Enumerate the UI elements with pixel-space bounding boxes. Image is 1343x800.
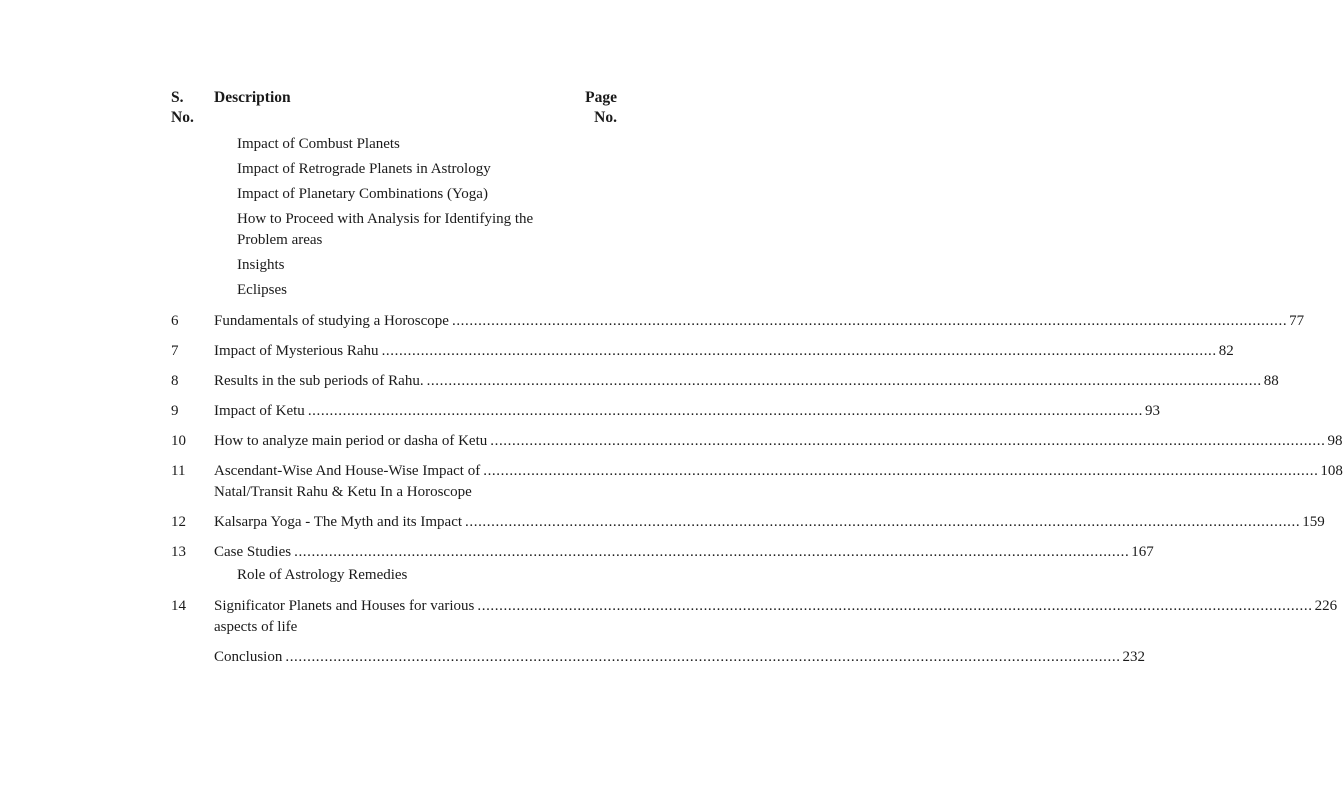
leader-dots — [294, 542, 1129, 563]
entry-title: Impact of Mysterious Rahu — [214, 343, 379, 359]
toc-entry — [171, 596, 1338, 638]
entry-number: 12 — [171, 514, 186, 530]
entry-number: 8 — [171, 373, 179, 389]
toc-subitem: Impact of Combust Planets — [237, 136, 400, 152]
entry-page: 98 — [1327, 433, 1343, 449]
toc-entry — [171, 431, 1343, 452]
toc-entry — [171, 311, 1305, 332]
toc-header — [171, 88, 617, 134]
entry-number: 14 — [171, 598, 186, 614]
entry-page: 159 — [1302, 514, 1325, 530]
entry-page: 108 — [1320, 463, 1343, 479]
toc-entry — [171, 512, 1325, 533]
toc-subitem: Role of Astrology Remedies — [237, 567, 408, 583]
page-header-line2: No. — [594, 109, 617, 126]
entry-page: 77 — [1289, 313, 1305, 329]
toc-subitem: How to Proceed with Analysis for Identifying the — [237, 211, 534, 227]
entry-page: 167 — [1131, 544, 1154, 560]
entry-title: Impact of Ketu — [214, 403, 305, 419]
toc-subitem: Eclipses — [237, 282, 287, 298]
toc-entry — [171, 401, 1161, 422]
leader-dots — [285, 647, 1120, 668]
leader-dots — [490, 431, 1325, 452]
entry-title: Results in the sub periods of Rahu. — [214, 373, 424, 389]
toc-entry — [171, 461, 1343, 503]
toc-entry — [171, 542, 1154, 563]
toc-entry — [171, 647, 1146, 668]
entry-title-continued: Natal/Transit Rahu & Ketu In a Horoscope — [214, 484, 472, 500]
entry-page: 232 — [1122, 649, 1146, 665]
leader-dots — [465, 512, 1300, 533]
entry-number: 11 — [171, 463, 186, 479]
toc-entry — [171, 341, 1234, 362]
leader-dots — [483, 461, 1318, 482]
entry-title: Fundamentals of studying a Horoscope — [214, 313, 449, 329]
entry-page: 226 — [1314, 598, 1338, 614]
page-header-line1: Page — [585, 89, 617, 106]
entry-title: Ascendant-Wise And House-Wise Impact of — [214, 463, 481, 479]
entry-number: 9 — [171, 403, 179, 419]
entry-title: Kalsarpa Yoga - The Myth and its Impact — [214, 514, 463, 530]
description-header: Description — [214, 89, 291, 106]
sno-header-line1: S. — [171, 89, 184, 106]
leader-dots — [308, 401, 1143, 422]
entry-number: 6 — [171, 313, 179, 329]
leader-dots — [477, 596, 1312, 617]
table-of-contents — [171, 88, 1343, 668]
entry-title: Case Studies — [214, 544, 292, 560]
entry-title: Conclusion — [214, 649, 283, 665]
toc-subitem: Impact of Planetary Combinations (Yoga) — [237, 186, 488, 202]
sno-header — [171, 88, 211, 128]
entry-page: 88 — [1263, 373, 1279, 389]
leader-dots — [382, 341, 1217, 362]
sno-header-line2: No. — [171, 109, 194, 126]
leader-dots — [452, 311, 1287, 332]
entry-title-continued: aspects of life — [214, 619, 298, 635]
entry-number: 10 — [171, 433, 186, 449]
toc-subitem: Insights — [237, 257, 285, 273]
toc-subitem: Impact of Retrograde Planets in Astrology — [237, 161, 491, 177]
entry-page: 82 — [1218, 343, 1234, 359]
toc-subitem-cont: Problem areas — [237, 232, 323, 248]
entry-title: How to analyze main period or dasha of Ketu — [214, 433, 488, 449]
toc-entry — [171, 371, 1279, 392]
page-no-header — [585, 88, 617, 128]
entry-title: Significator Planets and Houses for various — [214, 598, 475, 614]
entry-page: 93 — [1145, 403, 1161, 419]
entry-number: 13 — [171, 544, 186, 560]
entry-number: 7 — [171, 343, 179, 359]
leader-dots — [427, 371, 1262, 392]
